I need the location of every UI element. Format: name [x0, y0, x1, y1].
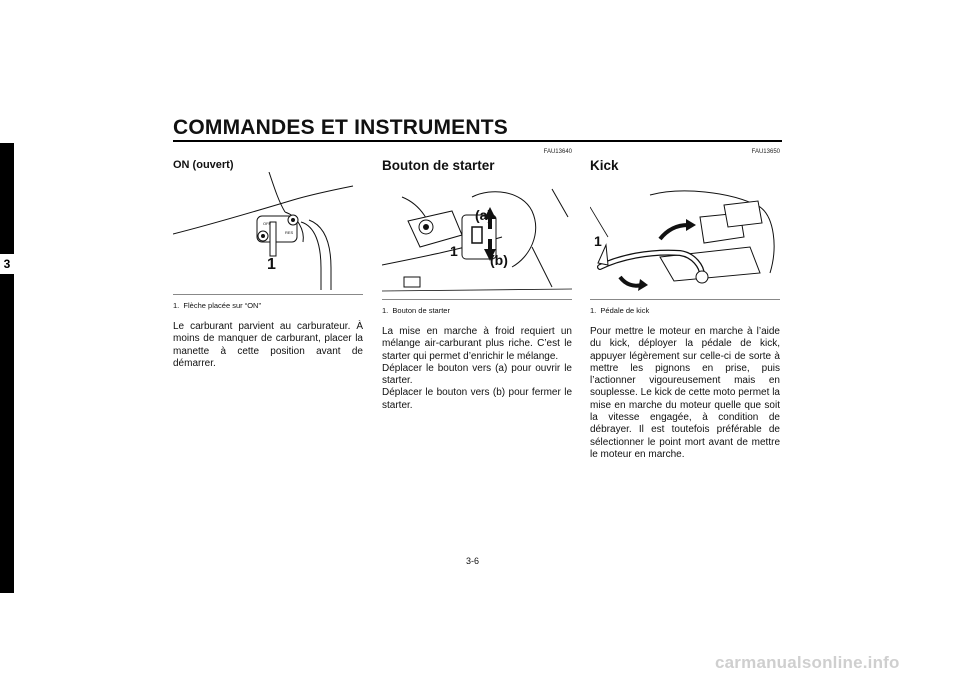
column-choke: [382, 148, 572, 412]
page-number: 3-6: [466, 556, 480, 566]
column-kick: [590, 148, 780, 461]
title-rule: [173, 140, 782, 142]
reference-code: FAU13640: [543, 149, 572, 155]
figure-label-b: (b): [490, 252, 508, 268]
figure-label-a: (a): [475, 207, 493, 223]
page-title: COMMANDES ET INSTRUMENTS: [173, 116, 508, 139]
body-paragraph: La mise en marche à froid requiert un mélange air-carburant plus riche. C’est le starter qui permet d’enrichir le mélange.: [382, 326, 572, 362]
heading-on-position: ON (ouvert): [173, 159, 234, 171]
chapter-tab: [0, 143, 14, 593]
figure-caption: 1. Flèche placée sur “ON”: [173, 301, 261, 310]
body-text: Pour mettre le moteur en marche à l’aide du kick, déployer la pédale de kick, appuyer légèrement sur celle-ci de sorte à mettre les pignons en prise, puis l’actionner vigoureusement mais en souplesse. Le kick de cette moto permet la mise en marche du moteur quelle que soit la vitesse engagée, à condition de débrayer. Il est toutefois préférable de sélectionner le point mort avant de mettre le moteur en marche.: [590, 326, 780, 460]
figure-label-1: 1: [267, 256, 276, 273]
figure-label-1: 1: [594, 233, 602, 249]
body-paragraph: Déplacer le bouton vers (b) pour fermer le starter.: [382, 387, 572, 411]
column-fuel-valve: [173, 148, 363, 370]
figure-fuel-valve: [173, 172, 363, 290]
figure-caption: 1. Bouton de starter: [382, 306, 450, 315]
figure-separator: [590, 299, 780, 300]
figure-caption: 1. Pédale de kick: [590, 306, 650, 315]
figure-separator: [173, 294, 363, 295]
body-text: Le carburant parvient au carburateur. À moins de manquer de carburant, placer la manette à cette position avant de démarrer.: [173, 321, 363, 369]
kick-pedal-illustration: [590, 177, 780, 295]
figure-separator: [382, 299, 572, 300]
heading-kick: Kick: [590, 158, 619, 173]
svg-text:RES: RES: [285, 230, 294, 235]
figure-label-1: 1: [450, 243, 458, 259]
reference-code: FAU13650: [751, 149, 780, 155]
spacer-code: [173, 148, 363, 156]
svg-text:OFF: OFF: [263, 221, 271, 226]
starter-illustration: [382, 177, 572, 295]
body-paragraph: Déplacer le bouton vers (a) pour ouvrir le starter.: [382, 362, 572, 387]
watermark: carmanualsonline.info: [715, 653, 900, 672]
body-text: [382, 326, 572, 412]
chapter-number: 3: [0, 254, 14, 274]
figure-kick: [590, 177, 780, 295]
figure-starter: [382, 177, 572, 295]
heading-starter: Bouton de starter: [382, 158, 495, 173]
